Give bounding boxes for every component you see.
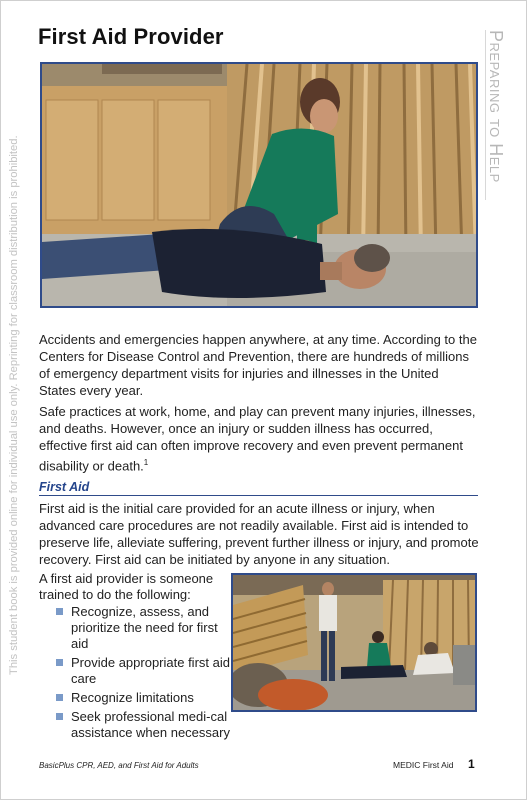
page-number: 1 xyxy=(468,757,475,771)
first-aid-definition-paragraph: First aid is the initial care provided for an acute illness or injury, when advanced care procedures are not readily available. First aid is intended to preserve life, alleviate suffering, prevent further illness or injury, and promote recovery. First aid can be initiated by anyone in any situation. xyxy=(39,501,479,567)
footer-program: MEDIC First Aid xyxy=(393,760,454,770)
list-item xyxy=(56,709,236,741)
intro-paragraph: Accidents and emergencies happen anywhere, at any time. According to the Centers for Disease Control and Prevention, there are hundreds of millions of emergency department visits for injuries and illnesses in the United States every year. xyxy=(39,332,477,398)
square-bullet-icon xyxy=(56,608,63,615)
square-bullet-icon xyxy=(56,694,63,701)
photo-rescuer-checking-victim xyxy=(40,62,478,308)
footnote-marker: 1 xyxy=(143,458,149,467)
chapter-side-tab xyxy=(487,30,523,200)
page-title: First Aid Provider xyxy=(38,24,224,49)
list-item-text: Seek professional medi-cal assistance when necessary xyxy=(71,709,230,740)
list-intro: A first aid provider is someone trained to do the following: xyxy=(39,571,214,602)
section-rule xyxy=(39,495,478,496)
square-bullet-icon xyxy=(56,659,63,666)
list-item-text: Provide appropriate first aid care xyxy=(71,655,230,686)
provider-duties-list xyxy=(56,604,236,744)
list-item xyxy=(56,604,236,652)
list-item-text: Recognize limitations xyxy=(71,690,194,705)
safe-practices-text: Safe practices at work, home, and play can prevent many injuries, illnesses, and deaths. However, once an injury or sudden illness has occurred, effective first aid can often improve recovery and even prevent permanent disability or death. xyxy=(39,404,476,474)
list-item xyxy=(56,655,236,687)
side-tab-label: Preparing to Help xyxy=(486,30,506,183)
list-item xyxy=(56,690,236,706)
list-item-text: Recognize, assess, and prioritize the need for first aid xyxy=(71,604,218,651)
photo-workshop-scene xyxy=(231,573,477,712)
section-heading-first-aid: First Aid xyxy=(39,480,90,494)
safe-practices-paragraph xyxy=(39,403,479,474)
square-bullet-icon xyxy=(56,713,63,720)
footer-book-title: BasicPlus CPR, AED, and First Aid for Adults xyxy=(39,761,199,770)
copyright-notice: This student book is provided online for individual use only. Reprinting for classroom distribution is prohibited. xyxy=(8,135,20,675)
